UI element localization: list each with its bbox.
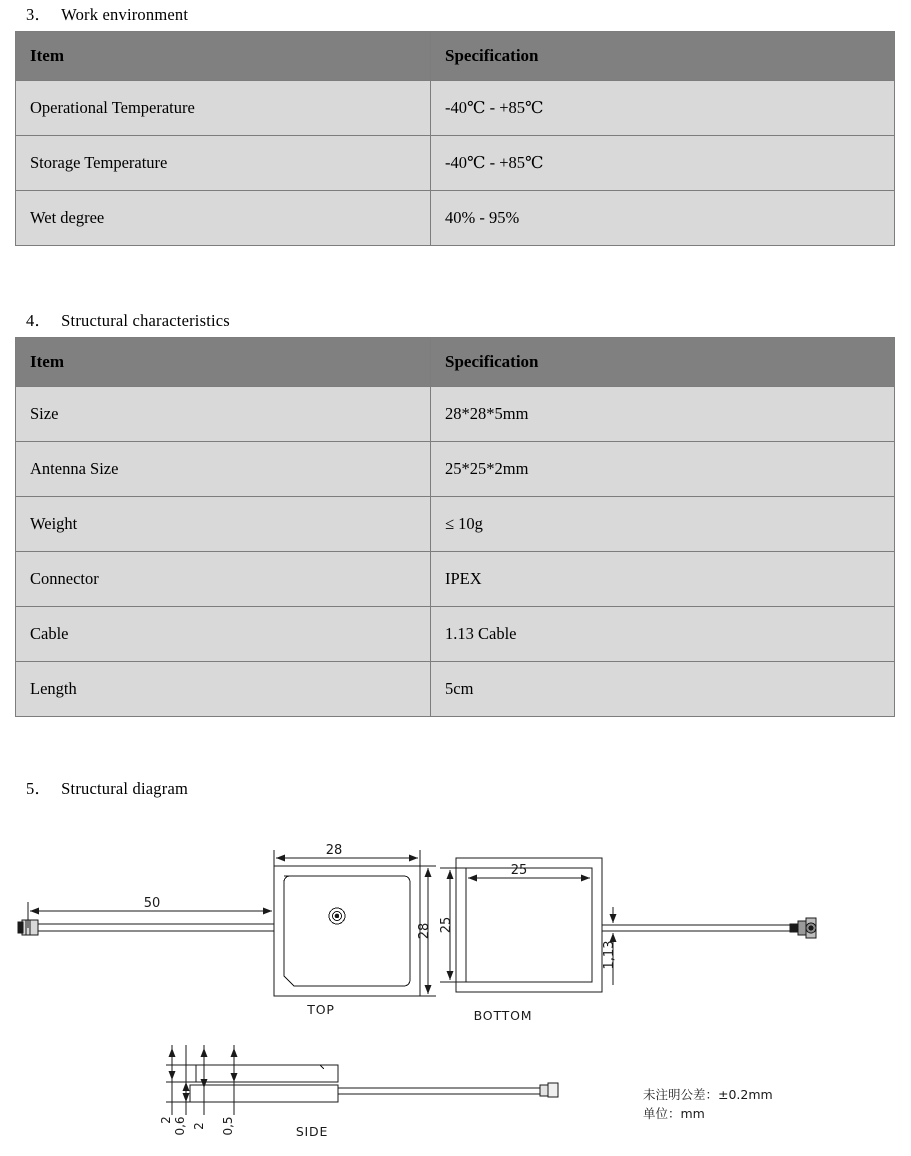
cell-specification: ≤ 10g [431, 497, 895, 552]
table-row [16, 662, 895, 717]
table-row [16, 442, 895, 497]
section-number: 5． [26, 779, 52, 798]
cell-specification: 25*25*2mm [431, 442, 895, 497]
column-header-item: Item [16, 338, 431, 387]
table-row [16, 387, 895, 442]
dim-cable-diameter: 1,13 [602, 940, 617, 970]
cell-item: Wet degree [16, 191, 431, 246]
cell-specification: 28*28*5mm [431, 387, 895, 442]
note-unit: 单位：mm [643, 1106, 705, 1121]
cell-specification: 5cm [431, 662, 895, 717]
work-environment-table [15, 31, 895, 246]
cell-item: Connector [16, 552, 431, 607]
note-tolerance: 未注明公差：±0.2mm [643, 1087, 773, 1102]
cell-specification: IPEX [431, 552, 895, 607]
section-title: Work environment [61, 5, 189, 24]
dim-top-height: 28 [417, 922, 432, 940]
diagram-svg [0, 830, 911, 1156]
table-row [16, 607, 895, 662]
dim-bottom-width: 25 [510, 863, 528, 878]
cell-item: Operational Temperature [16, 81, 431, 136]
cell-item: Antenna Size [16, 442, 431, 497]
label-top-view: TOP [307, 1002, 335, 1017]
cell-item: Length [16, 662, 431, 717]
table-header-row [16, 32, 895, 81]
table-row [16, 191, 895, 246]
bottom-view [440, 858, 816, 992]
cell-item: Size [16, 387, 431, 442]
side-view [166, 1045, 558, 1115]
dim-cable-length: 50 [143, 896, 161, 911]
label-bottom-view: BOTTOM [473, 1008, 533, 1023]
column-header-specification: Specification [431, 338, 895, 387]
column-header-specification: Specification [431, 32, 895, 81]
section-heading-structural-diagram [26, 779, 188, 799]
structural-diagram [0, 830, 911, 1156]
table-header-row [16, 338, 895, 387]
section-title: Structural diagram [61, 779, 189, 798]
dim-side-1: 2 [159, 1116, 173, 1124]
dim-bottom-height: 25 [439, 916, 454, 934]
table-row [16, 497, 895, 552]
cell-specification: 1.13 Cable [431, 607, 895, 662]
dim-top-width: 28 [325, 843, 343, 858]
cell-item: Weight [16, 497, 431, 552]
structural-characteristics-table [15, 337, 895, 717]
section-title: Structural characteristics [61, 311, 230, 330]
column-header-item: Item [16, 32, 431, 81]
section-number: 3． [26, 5, 52, 24]
cell-specification: -40℃ - +85℃ [431, 136, 895, 191]
label-side-view: SIDE [295, 1124, 329, 1139]
cell-specification: -40℃ - +85℃ [431, 81, 895, 136]
section-heading-structural-characteristics [26, 311, 230, 331]
table-row [16, 136, 895, 191]
cell-item: Cable [16, 607, 431, 662]
table-row [16, 81, 895, 136]
dim-side-2: 0,6 [173, 1116, 187, 1136]
section-number: 4． [26, 311, 52, 330]
top-view [18, 850, 436, 996]
dim-side-3: 2 [192, 1122, 206, 1130]
cell-item: Storage Temperature [16, 136, 431, 191]
cell-specification: 40% - 95% [431, 191, 895, 246]
dim-side-4: 0,5 [221, 1116, 235, 1136]
table-row [16, 552, 895, 607]
section-heading-work-environment [26, 5, 188, 25]
